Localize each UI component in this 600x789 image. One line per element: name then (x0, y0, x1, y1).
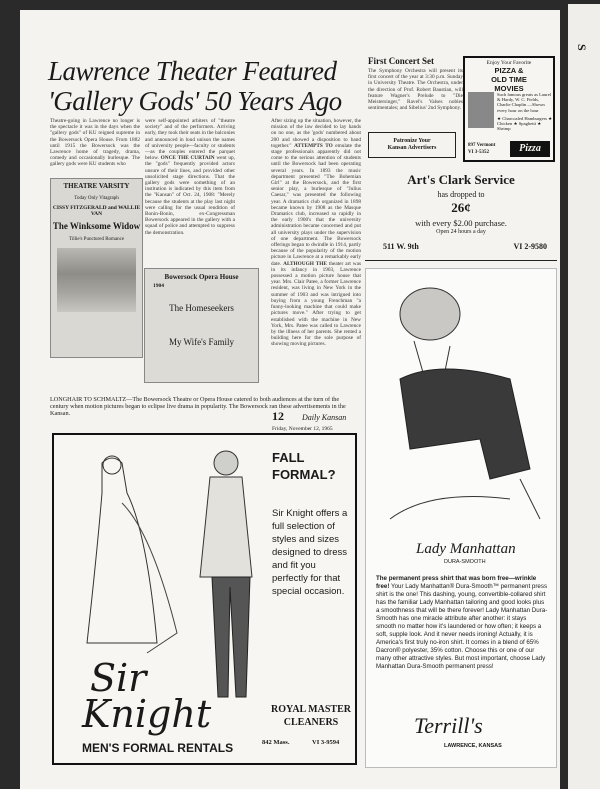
clark-ad-price: 26¢ (451, 200, 471, 215)
divider (365, 260, 557, 261)
sir-knight-body: Sir Knight offers a full selection of styles and sizes designed to dress and fit you perfectly for that special occasion. (272, 508, 348, 597)
terrills-city: LAWRENCE, KANSAS (444, 743, 502, 749)
article-column-1: Theatre-going in Lawrence no longer is the spectacle it was in the days when the "gallery gods" of KU reigned supreme in the Bowersock Opera House. From 1882 until 1915 the Bowersock was the Lawrence home of tragedy, drama, comedy and occasionally burlesque. The gallery gods were KU students who (50, 118, 140, 168)
clipping-show: The Winksome Widow (52, 221, 141, 231)
headline-line-1: Lawrence Theater Featured (48, 56, 337, 86)
clark-ad-line-2: with every $2.00 purchase. (415, 218, 507, 228)
clark-ad-phone: VI 2-9580 (513, 242, 547, 251)
clipping-subtitle: Today Only Vitagraph (74, 196, 119, 201)
patronize-box (368, 132, 456, 158)
photo-caption: LONGHAIR TO SCHMALTZ—The Bowersock Theatre or Opera House catered to both audiences at the turn of the century when motion pictures began to eclipse live drama in popularity. The Bowersock ran these advertisements in the Kansan. (50, 396, 346, 418)
sir-knight-logo-2: Knight (82, 692, 212, 736)
terrills-logo: Terrill's (414, 713, 483, 738)
sir-knight-logo-1: Sir (90, 656, 147, 700)
concert-body: The Symphony Orchestra will present its first concert of the year at 3:30 p.m. Sunday in University Theatre. The Orchestra, under the direction of Prof. Robert Baustian, will feature Wagner's Prelude to "Die Meistersinger," Ravel's Valses nobles sentimentales; and Sibelius' 2nd Symphony. (368, 68, 463, 112)
cleaners-line-2: CLEANERS (283, 717, 339, 728)
adjacent-page-edge (568, 4, 600, 789)
pizza-ad-address: 897 Vermont (468, 143, 496, 148)
article-col2-subhead: ONCE THE CURTAIN (160, 155, 215, 162)
clipping-photo (57, 248, 136, 312)
pizza-ad-body: Such famous greats as Laurel & Hardy, W. C. Fields, Charlie Chaplin —Shown every hour on the hour (497, 92, 552, 113)
pizza-ad-figure-image (468, 92, 494, 128)
clark-ad-line-1: has dropped to (437, 190, 485, 199)
folio-date: Friday, November 12, 1965 (272, 426, 333, 432)
pizza-ad (463, 56, 555, 162)
clipping-show-1: The Homeseekers (169, 303, 234, 313)
pizza-ad-line-3: OLD TIME (491, 75, 527, 84)
article-col3-text-c: theater art was in its infancy in 1903, Lawrence possessed a motion picture house that year. Mrs. Clair Patee, a former Lawrence resident, was living in New York in the summer of 1903 and was intrigued into buying from a young Frenchman "a funny-looking machine that could make pictures move." After trying to get established with the machine in New York, Mrs. Patee was called to Lawrence by the illness of her parents. She rented a building here for the sole purpose of showing moving pictures. (271, 260, 361, 348)
folio-paper-name: Daily Kansan (302, 413, 347, 422)
lady-manhattan-body: Your Lady Manhattan® Dura-Smooth™ permanent press shirt is the one! This dashing, young, convertible-collared shirt has the familiar Lady Manhattan tailoring and good looks plus a smoothness that will be there forever! Lady Manhattan Dura-Smooth has one miracle attribute after another: it stays smooth no matter how it's laundered or how often; it keeps a soft, supple look. And it never needs ironing! Actually, it is America's first truly no-iron shirt. It comes in a blend of 65% Dacron® polyester, 35% cotton. Choose this or one of our many other attractive styles. But most important, choose Lady Manhattan Dura-Smooth permanent press! (376, 583, 548, 670)
pizza-ad-line-1: Enjoy Your Favorite (486, 60, 532, 66)
lady-manhattan-lead: The permanent press shirt that was born free—wrinkle free! (376, 575, 537, 590)
headline (48, 56, 348, 116)
clipping-names: CISSY FITZGERALD and WALLIE VAN (52, 205, 141, 217)
pizza-ad-line-4: MOVIES (494, 84, 524, 93)
headline-line-2: 'Gallery Gods' 50 Years Ago (48, 86, 342, 116)
concert-brief (368, 56, 463, 122)
sir-knight-address: 842 Mass. (262, 739, 290, 746)
article-col3-text-b: emulate the stage professionals apparently did not come to the serious attention of students until the Bowersock had been operating several years. In 1893 the music department presented "The Bohemian Girl" at the Bowersock, and the first senior play, a burlesque of "Julius Caesar," was presented the following year. A dramatics club organized in 1898 became known by 1908 as the Masque Dramatics club, increased so rapidly in the early 1900's that the university administration became concerned and put all university plays under the supervision of one department. The Bowersock offerings began to dwindle in 1914, partly because of the popularity of the motion picture in Lawrence at a remarkably early date. (271, 142, 361, 267)
newspaper-page (20, 10, 560, 789)
concert-title: First Concert Set (368, 56, 434, 66)
clark-ad-address: 511 W. 9th (383, 242, 419, 251)
sir-knight-headline-1: FALL (272, 450, 305, 465)
clipping-bowersock-year: 1904 (153, 283, 164, 289)
royal-master-cleaners (266, 703, 356, 729)
lady-manhattan-copy (376, 575, 548, 695)
folio (272, 407, 362, 432)
patronize-line-1: Patronize Your (393, 138, 431, 144)
cleaners-line-1: ROYAL MASTER (271, 704, 351, 715)
article-col2-text: were self-appointed arbiters of "theatre society" and of the performers. Arriving early, they took their seats in the balconies and announced in loud unison the names of university people—faculty or students—as the couples entered the parquet below. (145, 118, 235, 162)
queen-illustration (62, 443, 188, 663)
clark-ad-line-3: Open 24 hours a day (436, 229, 486, 235)
lady-manhattan-ad (365, 268, 557, 768)
article-column-3 (271, 118, 361, 398)
article-col3-text: After sizing up the situation, however, the mission of the law decided to lay hands on no one, as the 'gods' numbered about 200 and showed a disposition to band together." (271, 118, 361, 149)
lady-manhattan-brand: Lady Manhattan (416, 541, 516, 557)
sir-knight-logo (82, 656, 212, 736)
clipping-theatre-varsity (50, 178, 143, 358)
woman-illustration (370, 279, 554, 559)
sir-knight-headline-2: FORMAL? (272, 467, 336, 482)
article-col2-text-b: went up, the "gods" frequently provided actors unsure of their lines, and provided other unsolicited stage directions. That the gallery gods were something of an institution is indicated by this item from the "Kansan" of Oct. 24, 1908: "Merely because the students at the play last night were calling for the usual rendition of Bonin-Bonin, ex-Congressman Bowersock appeared in the gallery with a squad of police and attempted to suppress the demonstration. (145, 155, 235, 236)
sir-knight-tagline: MEN'S FORMAL RENTALS (82, 741, 234, 755)
article-column-2 (145, 118, 235, 288)
pizza-ad-logo: Pizza (510, 141, 550, 157)
folio-page-number: 12 (272, 409, 284, 423)
patronize-line-2: Kansan Advertisers (387, 145, 437, 151)
pizza-ad-phone: VI 3-5352 (468, 150, 489, 155)
clark-service-ad (365, 168, 557, 258)
clipping-show-2: My Wife's Family (168, 337, 235, 347)
pizza-ad-address-block (468, 142, 495, 156)
clipping-extra: Tillie's Punctured Romance (68, 237, 125, 242)
clark-ad-name: Art's Clark Service (407, 172, 515, 187)
sir-knight-headline (272, 449, 336, 483)
pizza-ad-line-2: PIZZA & (494, 66, 524, 75)
article-col3-subhead-2: ALTHOUGH THE (283, 260, 327, 267)
article-col3-subhead: ATTEMPTS TO (294, 142, 333, 149)
edge-text: S (575, 44, 589, 51)
lady-manhattan-sub: DURA-SMOOTH (444, 559, 486, 565)
sir-knight-phone: VI 3-9594 (312, 739, 340, 746)
clipping-bowersock (144, 268, 259, 383)
clipping-bowersock-title: Bowersock Opera House (164, 273, 239, 281)
sir-knight-ad (52, 433, 357, 765)
clipping-title: THEATRE VARSITY (63, 182, 130, 190)
pizza-ad-items: ★ Charcoaled Hamburgers ★ Chicken ★ Spaghetti ★ Shrimp (497, 116, 553, 132)
